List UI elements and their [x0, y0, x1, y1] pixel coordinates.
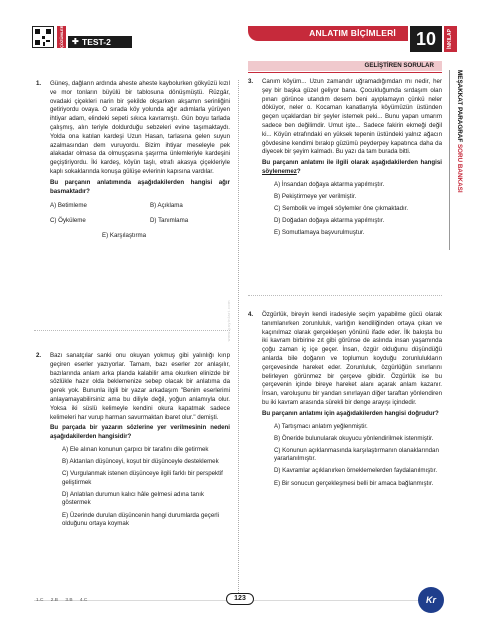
option-c[interactable]: C) Vurgulanmak istenen düşünceye ilgili farklı bir perspektif geliştirmek	[62, 470, 223, 486]
option-a[interactable]: A) Tartışmacı anlatım yeğlenmiştir.	[274, 422, 368, 430]
option-a[interactable]: A) İnsandan doğaya aktarma yapılmıştır.	[274, 180, 385, 188]
qr-code-icon	[32, 26, 54, 48]
question-text: Özgürlük, bireyin kendi iradesiyle seçim yapabilme gücü olarak tanımlanırken zorunluluk, varlığın kendiliğinden ortaya çıkan ve kaçınılmaz olarak gerçekleşen yönünü ifade eder. İlk bakışta bu iki kavram birbirine zıt gibi görünse de aslında insan yaşamında çoğu zaman iç içe geçer. İnsan, özgür olduğunu düşündüğü anlarda bile doğanın ve toplumun koyduğu zorunlulukların çerçevesinde hareket eder. Zorunluluk, özgürlüğün sınırlarını belirleyen görünmez bir çerçeve gibidir. Özgürlük ise bu çerçevenin içinde bireye hareket alanı açarak anlam kazanır. İnsan, varoluşunu bir yandan sınırlayan diğer taraftan yönlendiren bu iki kavram arasında sürekli bir denge arayışı içindedir.	[262, 311, 442, 406]
option-d[interactable]: D) Anlatılan durumun kalıcı hâle gelmesi adına tanık göstermek	[62, 490, 204, 507]
question-text: Güneş, dağların ardında aheste aheste kaybolurken gökyüzü kızıl ve mor tonların büyülü bir tablosuna dönüşmüştü. Rüzgâr, ovadaki çiçekleri narin bir şekilde okşarken akşamın serinliğini getiriyordu ovaya. O sırada köy yolunda ağır adımlarla yürüyen ihtiyar adam, elindeki sepeti sıkıca kavramıştı. Gün boyu tarlada çalışmış, alın teriyle doldurduğu sebzeleri evine taşımaktaydı. Yolda ona katılan kardeşi Uzun Hasan, tarlasına gelen suyun azalmasından dem vuruyordu. Bizim ihtiyar meseleyle pek alakadar olmasa da olmuşçasına şaşırma ünlemleriyle kardeşini geçiştiriyordu. İki kardeş, köyün taşlı, etrafı akasya çiçekleriyle kaplı sokaklarında konuşa gülüşe evlerinin kapısına vardılar.	[50, 80, 230, 175]
option-e[interactable]: E) Karşılaştırma	[102, 231, 147, 239]
column-divider	[238, 80, 239, 595]
question-4	[248, 311, 442, 492]
prompt-suffix: ?	[296, 167, 301, 175]
question-3	[248, 78, 442, 241]
question-divider	[248, 295, 442, 296]
question-text: Canım köyüm... Uzun zamandır uğramadığımdan mı nedir, her şey bir başka güzel geliyor bana. Çocukluğumda sırdaşım olan pınarı görünce utandım desem beni ayıplamayın çünkü neler döküyor, neler o. Kocaman kanatlarıyla köyümüzün üstünden geçen uçaklardan bir şeyler istemek peki... Bunu yapan umarım sadece ben değilimdir. Umut işte... Sadece fakirin ekmeği değil ki... Köyün etrafındaki en yüksek tepenin üstündeki yalnız ağacın gövdesine kendimi bırakıp güzümü peyderpey kapatınca daha da diyecek bir şeyim kalmadı. Bu yazı da tam burada bitti.	[262, 78, 442, 156]
side-divider	[449, 70, 450, 250]
section-title: ANLATIM BİÇİMLERİ	[248, 26, 408, 41]
test-badge	[68, 36, 132, 48]
question-prompt: Bu parçanın anlatımında aşağıdakilerden hangisi ağır basmaktadır?	[50, 178, 230, 195]
page-number: 123	[226, 593, 254, 605]
option-e[interactable]: E) Somutlamaya başvurulmuştur.	[274, 229, 365, 237]
option-b[interactable]: B) Açıklama	[150, 202, 183, 210]
option-a[interactable]: A) Betimleme	[50, 202, 87, 210]
question-text: Bazı sanatçılar sanki onu okuyan yokmuş gibi yalınlığı kırıp geçiren eserler yazıyorlar. Tamam, bazı eserler zor anlaşılır, bazılarında anlam arka planda kalabilir ama okurken elinizde bir sözlükle hazır olda beklemenize sebep olacak bir anlatıma da gerek yok. Bununla ilgili bir yazar arkadaşım "Benim eserlerimi anlayamayabilirsiniz ama bu diliyle değil, yoğun anlamıyla olur. Yoksa iki süslü kelimeyle kendini okura kapatmak sadece kelimeleri har vurup harman savurmaktan ibaret olur." demişti.	[50, 352, 230, 421]
question-1	[36, 80, 230, 241]
option-b[interactable]: B) Pekiştirmeye yer verilmiştir.	[274, 192, 357, 200]
option-d[interactable]: D) Kavramlar açıklanırken örneklemelerden faydalanılmıştır.	[274, 467, 438, 475]
option-d[interactable]: D) Tanımlama	[150, 217, 189, 225]
option-a[interactable]: A) Ele alınan konunun çarpıcı bir tarafını dile getirmek	[62, 445, 209, 453]
option-e[interactable]: E) Bir sonucun gerçekleşmesi belli bir amaca bağlanmıştır.	[274, 479, 434, 487]
answer-options	[262, 423, 442, 489]
watermark: www.yayinlari.com	[226, 300, 231, 342]
question-number: 1.	[36, 80, 42, 87]
side-tab	[452, 70, 466, 252]
header-divider	[248, 72, 442, 73]
option-c[interactable]: C) Öyküleme	[50, 217, 86, 225]
prompt-emphasis: söylenemez	[262, 167, 297, 175]
answer-options	[262, 181, 442, 238]
unit-number: 10	[410, 26, 442, 52]
option-c[interactable]: C) Sembolik ve imgeli söylemler öne çıkmaktadır.	[274, 204, 409, 212]
question-prompt	[262, 159, 442, 177]
option-b[interactable]: B) Aktarılan düşünceyi, koşut bir düşünceyle desteklemek	[62, 458, 219, 466]
answer-options	[50, 202, 230, 240]
question-number: 4.	[248, 311, 254, 318]
question-divider	[34, 330, 230, 331]
prompt-prefix: Bu parçanın anlatımı ile ilgili olarak aşağıdakilerden hangisi	[262, 159, 442, 167]
side-tab-subtitle: SORU BANKASI	[456, 143, 463, 193]
test-label: TEST-2	[82, 37, 111, 47]
option-c[interactable]: C) Konunun açıklanmasında karşılaştırmanın olanaklarından yararlanılmıştır.	[274, 446, 439, 463]
option-d[interactable]: D) Doğadan doğaya aktarma yapılmıştır.	[274, 217, 385, 225]
option-b[interactable]: B) Öneride bulunularak okuyucu yönlendirilmek istenmiştir.	[274, 434, 434, 442]
publisher-logo-icon: Kr	[418, 587, 444, 613]
question-2	[36, 352, 230, 532]
cozumler-label: ÇÖZÜMLER	[59, 25, 64, 48]
question-prompt: Bu parçada bir yazarın sözlerine yer verilmesinin nedeni aşağıdakilerden hangisidir?	[50, 424, 230, 441]
question-prompt: Bu parçanın anlatımı için aşağıdakilerden hangisi doğrudur?	[262, 409, 439, 417]
side-badge: İNKILAP	[444, 26, 457, 52]
answer-options	[50, 446, 230, 529]
option-e[interactable]: E) Üzerinde durulan düşüncenin hangi durumlarda geçerli olduğunu ortaya koymak	[62, 511, 220, 528]
answer-key: 1.C 2.B 3.B 4.C	[36, 598, 88, 603]
plus-icon: ✚	[72, 37, 79, 46]
side-tab-title: MEŞAKKAT PARAGRAF	[456, 70, 463, 143]
subsection-title: GELİŞTİREN SORULAR	[248, 61, 442, 71]
question-number: 3.	[248, 78, 254, 85]
question-number: 2.	[36, 352, 42, 359]
